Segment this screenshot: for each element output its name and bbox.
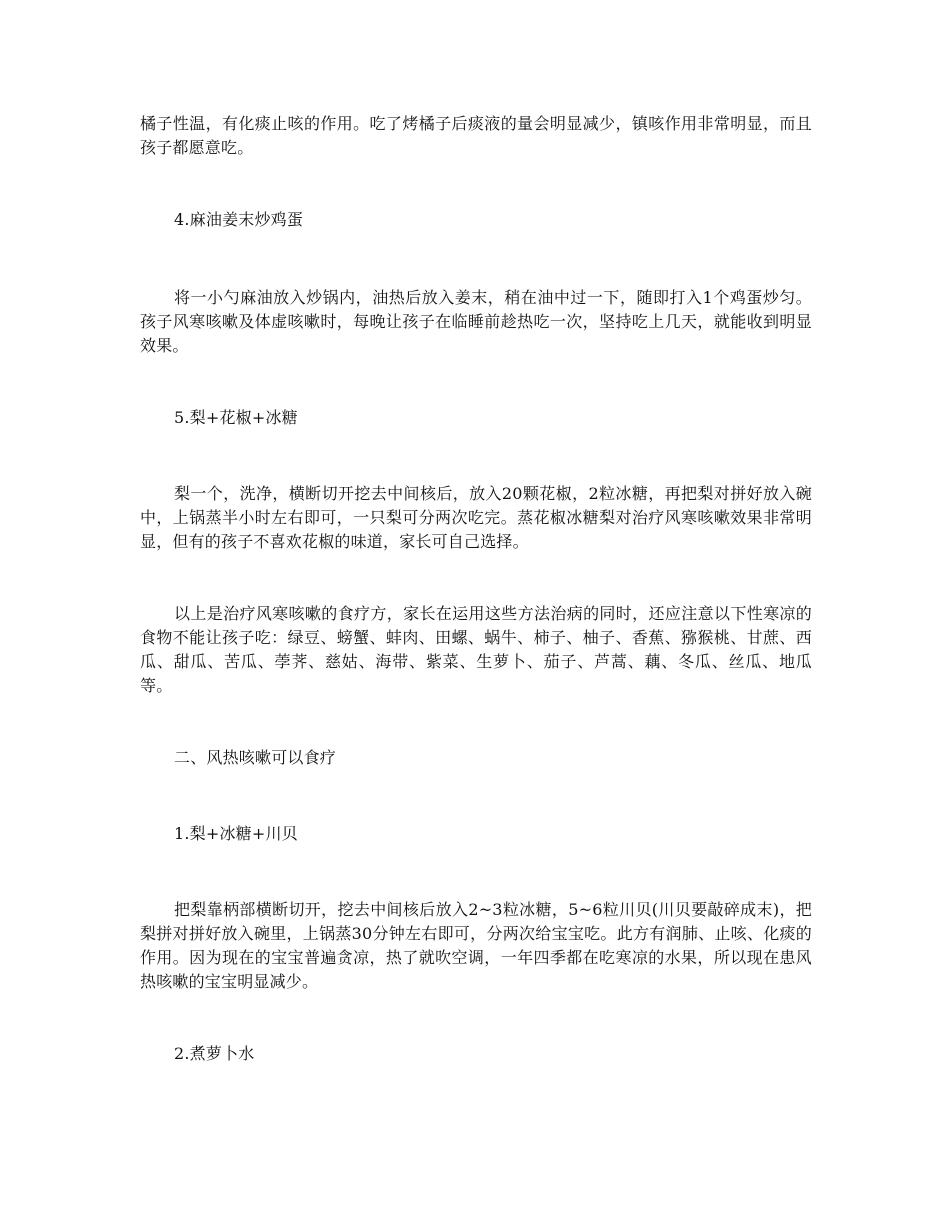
paragraph-pear-pepper-sugar: 梨一个，洗净，横断切开挖去中间核后，放入20颗花椒，2粒冰糖，再把梨对拼好放入碗中，上锅蒸半小时左右即可，一只梨可分两次吃完。蒸花椒冰糖梨对治疗风寒咳嗽效果非常明显，但有的孩子不喜欢花椒的味道，家长可自己选择。	[140, 484, 812, 551]
heading-pear-sugar-fritillaria: 1.梨+冰糖+川贝	[174, 824, 298, 843]
heading-sesame-oil-ginger-egg: 4.麻油姜末炒鸡蛋	[174, 210, 304, 229]
paragraph-pear-sugar-fritillaria: 把梨靠柄部横断切开，挖去中间核后放入2~3粒冰糖，5~6粒川贝(川贝要敲碎成末)，把梨拼对拼好放入碗里，上锅蒸30分钟左右即可，分两次给宝宝吃。此方有润肺、止咳、化痰的作用。因为现在的宝宝普遍贪凉，热了就吹空调，一年四季都在吃寒凉的水果，所以现在患风热咳嗽的宝宝明显减少。	[140, 900, 812, 991]
paragraph-cold-food-warning: 以上是治疗风寒咳嗽的食疗方，家长在运用这些方法治病的同时，还应注意以下性寒凉的食物不能让孩子吃：绿豆、螃蟹、蚌肉、田螺、蜗牛、柿子、柚子、香蕉、猕猴桃、甘蔗、西瓜、甜瓜、苦瓜、荸荠、慈姑、海带、紫菜、生萝卜、茄子、芦蒿、藕、冬瓜、丝瓜、地瓜等。	[140, 604, 812, 695]
heading-pear-pepper-sugar: 5.梨+花椒+冰糖	[174, 408, 298, 427]
paragraph-roasted-orange: 橘子性温，有化痰止咳的作用。吃了烤橘子后痰液的量会明显减少，镇咳作用非常明显，而且孩子都愿意吃。	[140, 114, 812, 157]
paragraph-sesame-oil-ginger-egg: 将一小勺麻油放入炒锅内，油热后放入姜末，稍在油中过一下，随即打入1个鸡蛋炒匀。孩子风寒咳嗽及体虚咳嗽时，每晚让孩子在临睡前趁热吃一次，坚持吃上几天，就能收到明显效果。	[140, 288, 812, 355]
heading-radish-water: 2.煮萝卜水	[174, 1044, 255, 1063]
heading-wind-heat-cough: 二、风热咳嗽可以食疗	[174, 748, 337, 767]
